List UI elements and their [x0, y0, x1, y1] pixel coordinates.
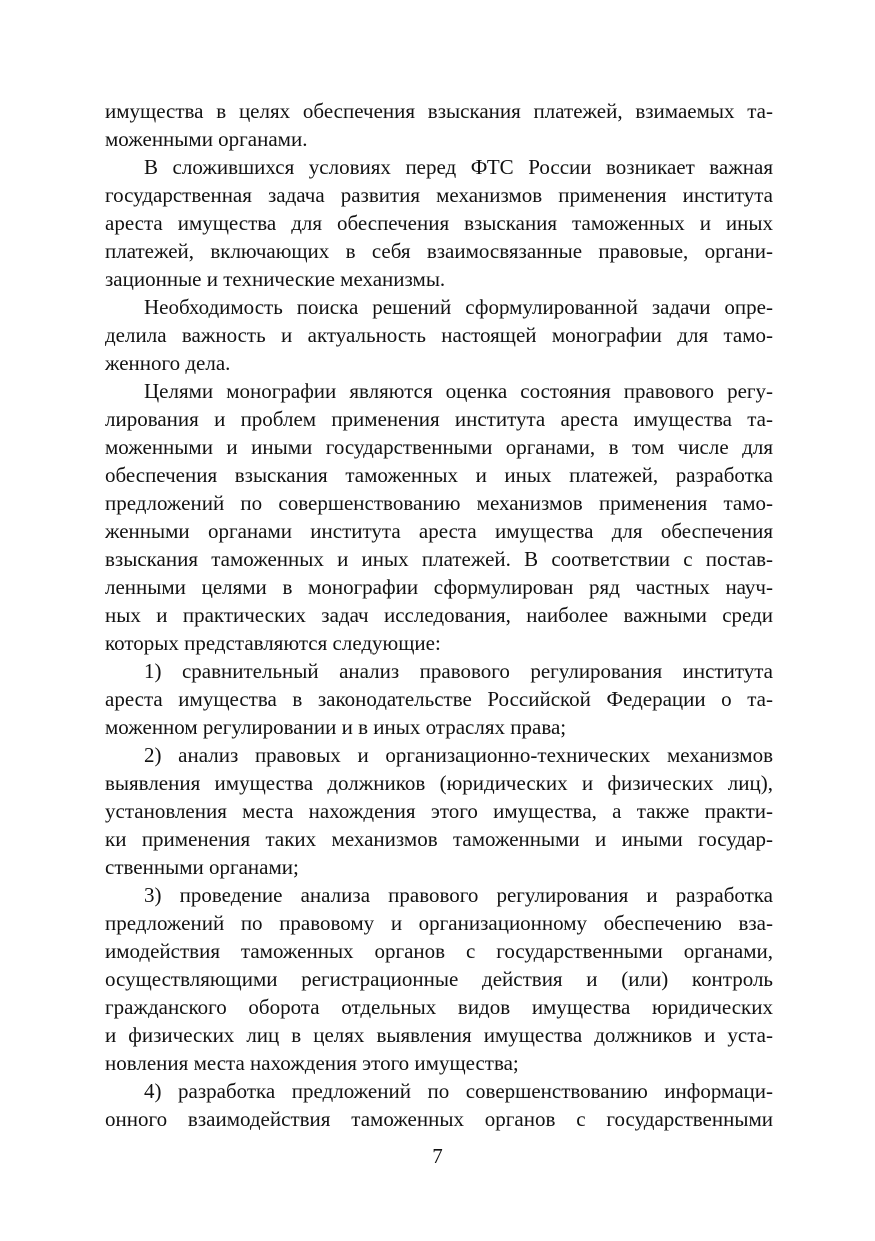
text-line: ственными органами; [105, 855, 299, 879]
text-line: ареста имущества для обеспечения взыскания таможенных и иных [105, 211, 773, 235]
text-line: которых представляются следующие: [105, 631, 441, 655]
text-line: установления места нахождения этого имущества, а также практи- [105, 799, 773, 823]
text-line: моженными и иными государственными органами, в том числе для [105, 435, 773, 459]
text-line: лирования и проблем применения института ареста имущества та- [105, 407, 773, 431]
text-line: ки применения таких механизмов таможенными и иными государ- [105, 827, 773, 851]
paragraph-first-line: Необходимость поиска решений сформулированной задачи опре- [144, 295, 773, 319]
paragraph-first-line: Целями монографии являются оценка состояния правового регу- [144, 379, 773, 403]
text-line: новления места нахождения этого имущества; [105, 1051, 519, 1075]
text-line: ных и практических задач исследования, наиболее важными среди [105, 603, 773, 627]
text-line: женного дела. [105, 351, 231, 375]
page-number: 7 [432, 1144, 443, 1168]
text-line: имущества в целях обеспечения взыскания платежей, взимаемых та- [105, 99, 773, 123]
text-line: взыскания таможенных и иных платежей. В соответствии с постав- [105, 547, 773, 571]
text-line: гражданского оборота отдельных видов имущества юридических [105, 995, 773, 1019]
text-line: зационные и технические механизмы. [105, 267, 446, 291]
text-line: обеспечения взыскания таможенных и иных платежей, разработка [105, 463, 773, 487]
text-line: ареста имущества в законодательстве Российской Федерации о та- [105, 687, 773, 711]
text-line: государственная задача развития механизмов применения института [105, 183, 773, 207]
text-line: платежей, включающих в себя взаимосвязанные правовые, органи- [105, 239, 773, 263]
list-item-first-line: 1) сравнительный анализ правового регулирования института [144, 659, 773, 683]
text-line: предложений по правовому и организационному обеспечению вза- [105, 911, 773, 935]
text-line: предложений по совершенствованию механизмов применения тамо- [105, 491, 773, 515]
text-line: женными органами института ареста имущества для обеспечения [105, 519, 773, 543]
text-line: моженными органами. [105, 127, 308, 151]
text-line: осуществляющими регистрационные действия и (или) контроль [105, 967, 773, 991]
text-line: делила важность и актуальность настоящей монографии для тамо- [105, 323, 773, 347]
text-line: моженном регулировании и в иных отраслях права; [105, 715, 567, 739]
text-line: имодействия таможенных органов с государственными органами, [105, 939, 773, 963]
paragraph-first-line: В сложившихся условиях перед ФТС России возникает важная [144, 155, 773, 179]
list-item-first-line: 2) анализ правовых и организационно-технических механизмов [144, 743, 773, 767]
text-line: ленными целями в монографии сформулирован ряд частных науч- [105, 575, 773, 599]
text-line: онного взаимодействия таможенных органов с государственными [105, 1107, 773, 1131]
text-line: выявления имущества должников (юридических и физических лиц), [105, 771, 773, 795]
text-line: и физических лиц в целях выявления имущества должников и уста- [105, 1023, 773, 1047]
list-item-first-line: 4) разработка предложений по совершенствованию информаци- [144, 1079, 773, 1103]
list-item-first-line: 3) проведение анализа правового регулирования и разработка [144, 883, 773, 907]
